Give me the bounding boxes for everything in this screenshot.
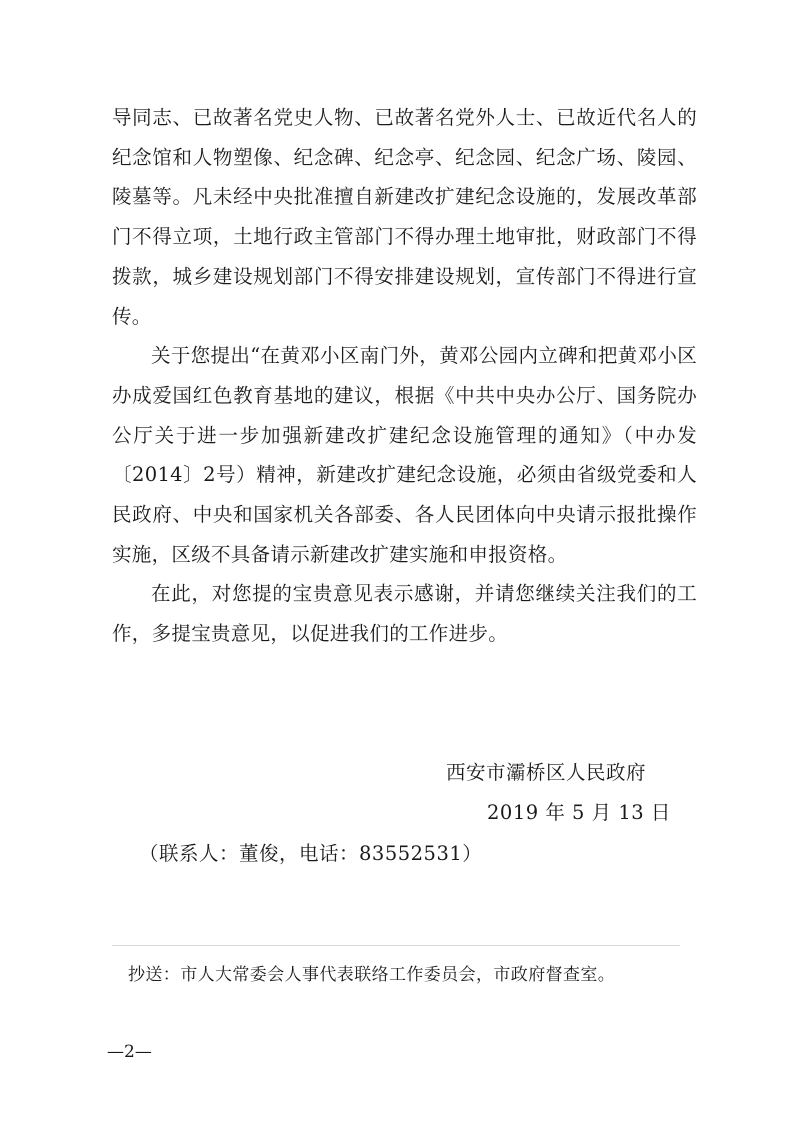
page-number: —2— — [107, 1042, 152, 1062]
cc-recipients: 抄送：市人大常委会人事代表联络工作委员会，市政府督查室。 — [128, 965, 616, 985]
paragraph-continuation: 导同志、已故著名党史人物、已故著名党外人士、已故近代名人的纪念馆和人物塑像、纪念碑、纪念亭、纪念园、纪念广场、陵园、陵墓等。凡未经中央批准擅自新建改扩建纪念设施的，发展改革部门不得立项，土地行政主管部门不得办理土地审批，财政部门不得拨款，城乡建设规划部门不得安排建设规划，宣传部门不得进行宣传。 — [112, 106, 697, 328]
signature-organization: 西安市灞桥区人民政府 — [446, 761, 647, 784]
document-body — [112, 98, 697, 654]
contact-info: （联系人：董俊，电话：83552531） — [139, 842, 483, 865]
signature-date: 2019 年 5 月 13 日 — [487, 801, 671, 824]
paragraph-response: 关于您提出“在黄邓小区南门外，黄邓公园内立碑和把黄邓小区办成爱国红色教育基地的建议，根据《中共中央办公厅、国务院办公厅关于进一步加强新建改扩建纪念设施管理的通知》（中办发〔2014〕2号）精神，新建改扩建纪念设施，必须由省级党委和人民政府、中央和国家机关各部委、各人民团体向中央请示报批操作实施，区级不具备请示新建改扩建实施和申报资格。 — [112, 344, 697, 566]
paragraph-thanks: 在此，对您提的宝贵意见表示感谢，并请您继续关注我们的工作，多提宝贵意见，以促进我们的工作进步。 — [112, 582, 697, 646]
cc-divider — [112, 945, 680, 946]
